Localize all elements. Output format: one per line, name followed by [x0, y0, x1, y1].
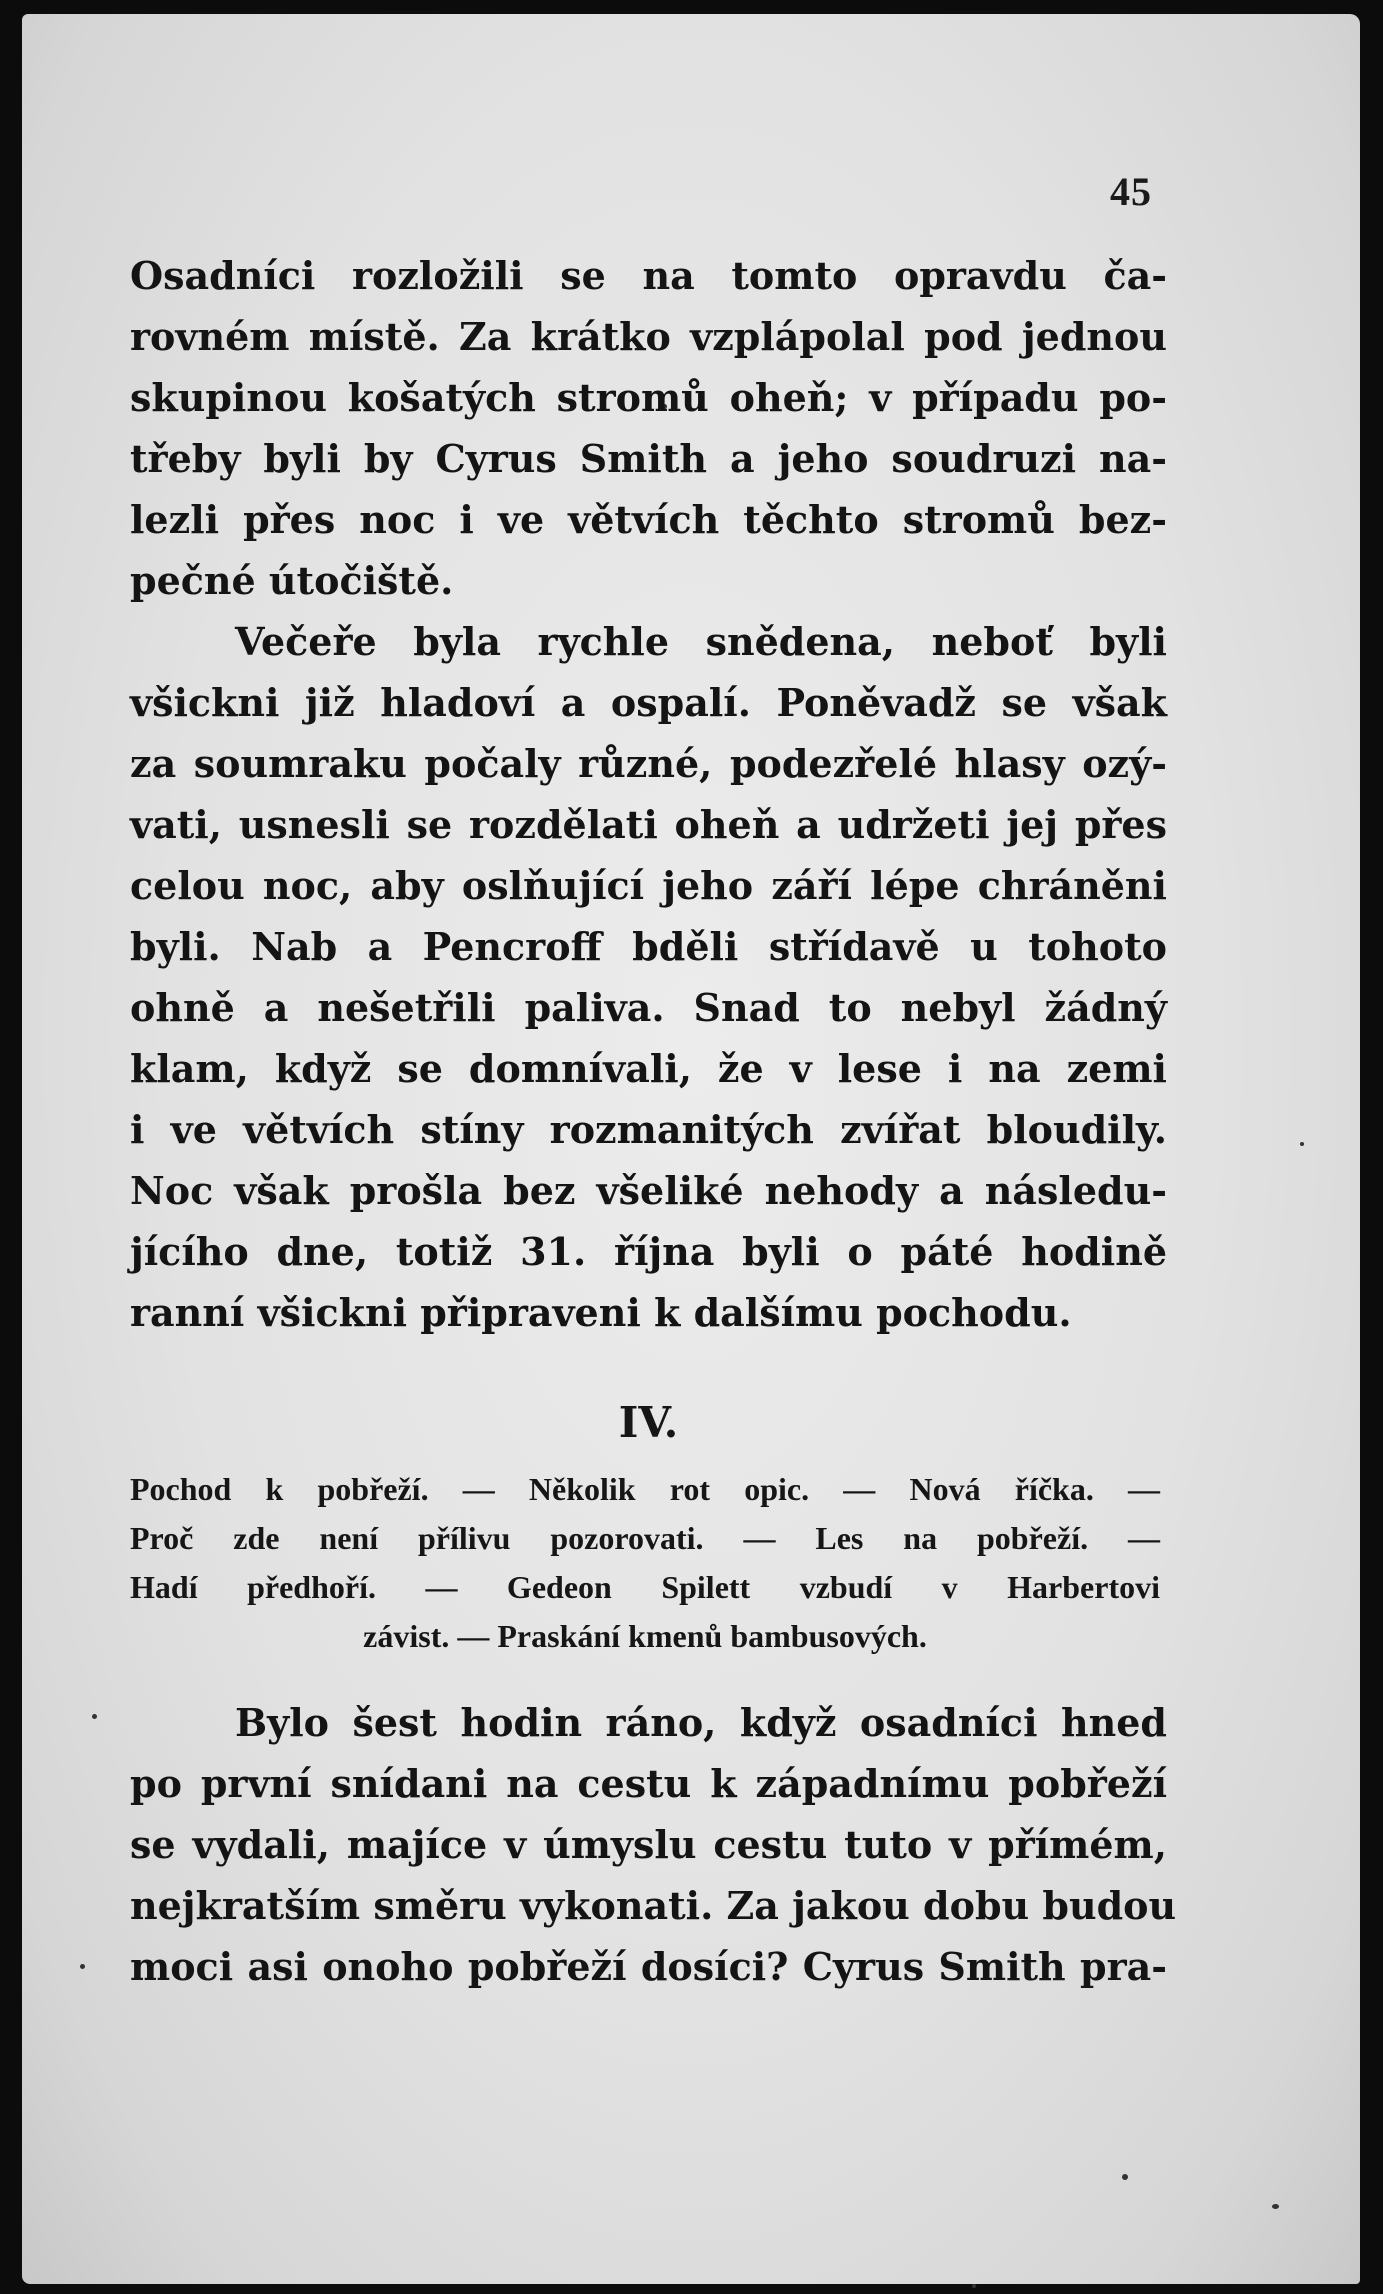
- text-line: nejkratším směru vykonati. Za jakou dobu budou: [130, 1883, 1177, 1928]
- text-line: vati, usnesli se rozdělati oheň a udržeti jej přes: [130, 802, 1167, 847]
- text-line: třeby byli by Cyrus Smith a jeho soudruzi na-: [130, 436, 1167, 481]
- chapter-heading: IV.: [618, 1398, 679, 1447]
- text-line: se vydali, majíce v úmyslu cestu tuto v přímém,: [130, 1822, 1167, 1867]
- summary-line: závist. — Praskání kmenů bambusových.: [363, 1618, 927, 1654]
- text-line: Osadníci rozložili se na tomto opravdu ča-: [130, 253, 1167, 298]
- ink-speck: [1272, 2204, 1279, 2209]
- ink-speck: [92, 1714, 97, 1719]
- text-line: moci asi onoho pobřeží dosíci? Cyrus Smith pra-: [130, 1944, 1167, 1989]
- summary-line: Proč zde není přílivu pozorovati. — Les na pobřeží. —: [130, 1520, 1160, 1556]
- text-line: všickni již hladoví a ospalí. Poněvadž se však: [130, 680, 1167, 725]
- summary-line: Hadí předhoří. — Gedeon Spilett vzbudí v Harbertovi: [130, 1569, 1160, 1605]
- text-line: byli. Nab a Pencroff bděli střídavě u tohoto: [130, 924, 1167, 969]
- text-block-two: [130, 1692, 1177, 1997]
- chapter-summary: [130, 1465, 1160, 1661]
- text-line: Bylo šest hodin ráno, když osadníci hned: [235, 1700, 1167, 1745]
- text-line: lezli přes noc i ve větvích těchto stromů bez-: [130, 497, 1167, 542]
- text-line: ohně a nešetřili paliva. Snad to nebyl žádný: [130, 985, 1167, 1030]
- ink-speck: [972, 2284, 976, 2288]
- text-line: jícího dne, totiž 31. října byli o páté hodině: [130, 1229, 1167, 1274]
- text-line: Noc však prošla bez všeliké nehody a následu-: [130, 1168, 1167, 1213]
- summary-line: Pochod k pobřeží. — Několik rot opic. — Nová říčka. —: [130, 1471, 1160, 1507]
- text-line: celou noc, aby oslňující jeho září lépe chráněni: [130, 863, 1167, 908]
- text-line: pečné útočiště.: [130, 558, 454, 603]
- text-line: po první snídani na cestu k západnímu pobřeží: [130, 1761, 1167, 1806]
- ink-speck: [1122, 2174, 1128, 2180]
- text-line: rovném místě. Za krátko vzplápolal pod jednou: [130, 314, 1167, 359]
- text-line: Večeře byla rychle snědena, neboť byli: [235, 619, 1167, 664]
- text-line: i ve větvích stíny rozmanitých zvířat bloudily.: [130, 1107, 1167, 1152]
- text-line: klam, když se domnívali, že v lese i na zemi: [130, 1046, 1167, 1091]
- text-line: ranní všickni připraveni k dalšímu pochodu.: [130, 1290, 1072, 1335]
- ink-speck: [80, 1964, 85, 1969]
- ink-speck: [1300, 1142, 1304, 1146]
- page-number: 45: [1110, 169, 1152, 214]
- text-line: za soumraku počaly různé, podezřelé hlasy ozý-: [130, 741, 1167, 786]
- text-line: skupinou košatých stromů oheň; v případu po-: [130, 375, 1167, 420]
- text-block-one: [130, 245, 1167, 1343]
